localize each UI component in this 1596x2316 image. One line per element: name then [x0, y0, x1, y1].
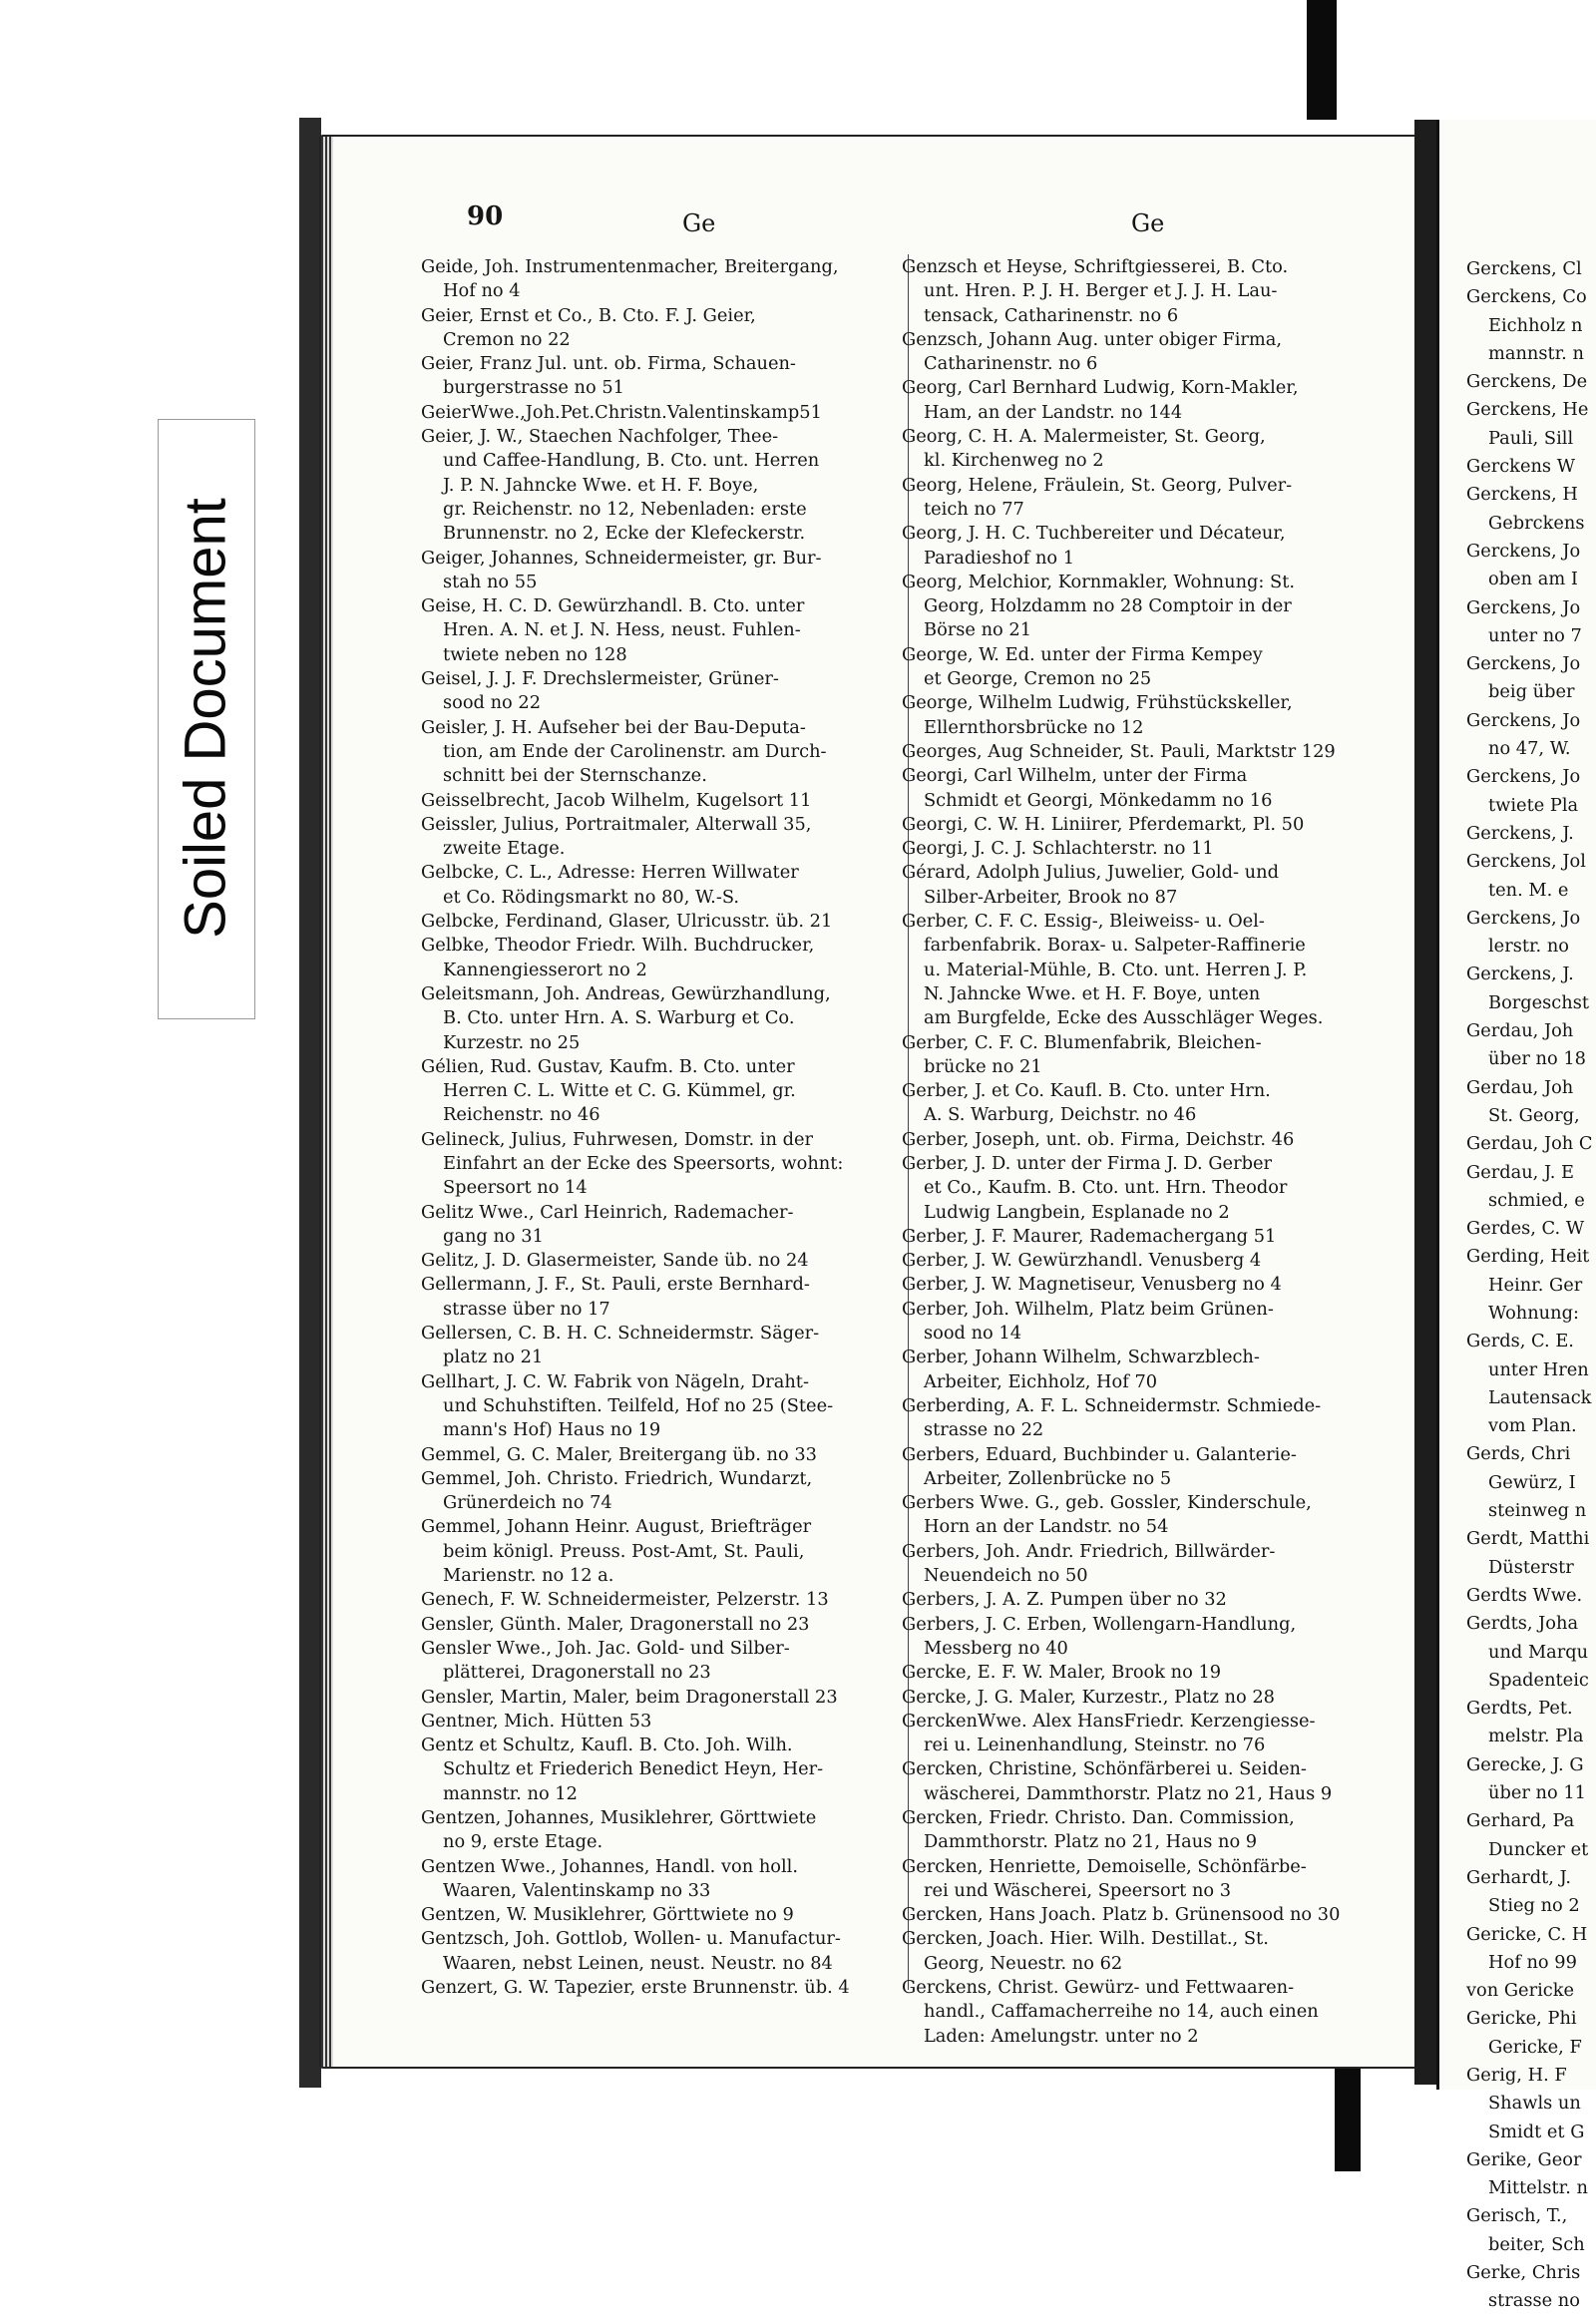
directory-entry-line: teich no 77: [924, 498, 1024, 520]
directory-entry-line: beim königl. Preuss. Post-Amt, St. Pauli,: [443, 1540, 805, 1562]
directory-entry-line: Georgi, C. W. H. Liniirer, Pferdemarkt, Pl. 50: [902, 813, 1305, 835]
directory-entry-line: Brunnenstr. no 2, Ecke der Klefeckerstr.: [443, 523, 806, 545]
directory-entry-line: Gemmel, G. C. Maler, Breitergang üb. no 33: [421, 1443, 817, 1465]
directory-entry-line: Gerber, C. F. C. Essig-, Bleiweiss- u. Oel-: [902, 911, 1265, 933]
directory-entry-line: Spadenteic: [1488, 1669, 1589, 1691]
directory-entry-line: mannstr. no 12: [443, 1782, 578, 1804]
left-column: [421, 255, 916, 2000]
directory-entry-line: Gerckens, H: [1466, 484, 1578, 506]
directory-entry-line: beiter, Sch: [1488, 2233, 1585, 2255]
directory-entry-line: Geise, H. C. D. Gewürzhandl. B. Cto. unter: [421, 595, 805, 617]
directory-entry-line: Gerckens, De: [1466, 371, 1588, 393]
directory-entry-line: Gerhardt, J.: [1466, 1866, 1572, 1888]
directory-entry-line: gang no 31: [443, 1225, 544, 1247]
directory-entry-line: Gérard, Adolph Julius, Juwelier, Gold- und: [902, 862, 1279, 884]
directory-entry-line: brücke no 21: [924, 1055, 1042, 1077]
directory-entry-line: Geisselbrecht, Jacob Wilhelm, Kugelsort 11: [421, 789, 812, 811]
directory-entry-line: Gerber, J. D. unter der Firma J. D. Gerber: [902, 1152, 1272, 1174]
directory-entry-line: Gerdts, Pet.: [1466, 1698, 1573, 1720]
directory-entry-line: Cremon no 22: [443, 328, 571, 350]
directory-entry-line: oben am I: [1488, 569, 1578, 590]
directory-entry-line: Gerdau, Joh: [1466, 1076, 1574, 1098]
directory-entry-line: Gerike, Geor: [1466, 2148, 1582, 2170]
directory-entry-line: Gerdts, Joha: [1466, 1613, 1579, 1635]
directory-entry-line: Gercke, J. G. Maler, Kurzestr., Platz no 28: [902, 1686, 1275, 1708]
directory-entry-line: Borgeschst: [1488, 991, 1589, 1013]
directory-entry-line: Gericke, C. H: [1466, 1923, 1588, 1945]
directory-entry-line: unt. Hren. P. J. H. Berger et J. J. H. Lau-: [924, 280, 1278, 302]
directory-entry-line: und Caffee-Handlung, B. Cto. unt. Herren: [443, 450, 820, 472]
directory-entry-line: Horn an der Landstr. no 54: [924, 1516, 1169, 1538]
directory-entry-line: Gerds, Chri: [1466, 1443, 1571, 1465]
directory-entry-line: Gerckens, Jo: [1466, 766, 1581, 788]
directory-entry-line: über no 18: [1488, 1048, 1586, 1070]
directory-entry-line: Georg, J. H. C. Tuchbereiter und Décateur,: [902, 523, 1286, 545]
directory-entry-line: no 47, W.: [1488, 738, 1571, 760]
directory-entry-line: Marienstr. no 12 a.: [443, 1565, 614, 1587]
directory-entry-line: Gerdau, Joh: [1466, 1020, 1574, 1042]
directory-entry-line: Einfahrt an der Ecke des Speersorts, wohnt:: [443, 1152, 844, 1174]
directory-entry-line: Ludwig Langbein, Esplanade no 2: [924, 1201, 1230, 1223]
directory-entry-line: Waaren, nebst Leinen, neust. Neustr. no 84: [443, 1952, 833, 1974]
directory-entry-line: Herren C. L. Witte et C. G. Kümmel, gr.: [443, 1080, 796, 1102]
directory-entry-line: Gerisch, T.,: [1466, 2205, 1568, 2227]
directory-entry-line: Gentner, Mich. Hütten 53: [421, 1710, 652, 1732]
directory-entry-line: platz no 21: [443, 1347, 544, 1368]
directory-entry-line: schmied, e: [1488, 1189, 1585, 1211]
directory-entry-line: Gerber, J. F. Maurer, Rademachergang 51: [902, 1225, 1277, 1247]
directory-entry-line: Georgi, J. C. J. Schlachterstr. no 11: [902, 838, 1214, 860]
directory-entry-line: Gensler, Martin, Maler, beim Dragonerstall 23: [421, 1686, 838, 1708]
directory-entry-line: Stieg no 2: [1488, 1895, 1580, 1917]
directory-entry-line: Gerdt, Matthi: [1466, 1528, 1590, 1550]
directory-entry-line: Gerckens, Jol: [1466, 851, 1586, 873]
directory-entry-line: Gercke, E. F. W. Maler, Brook no 19: [902, 1662, 1222, 1684]
directory-entry-line: Gerckens, Jo: [1466, 709, 1581, 731]
directory-entry-line: zweite Etage.: [443, 838, 566, 860]
directory-entry-line: handl., Caffamacherreihe no 14, auch einen: [924, 2001, 1319, 2023]
directory-entry-line: Wohnung:: [1488, 1302, 1579, 1324]
directory-entry-line: u. Material-Mühle, B. Cto. unt. Herren J. P.: [924, 959, 1308, 980]
directory-entry-line: Paradieshof no 1: [924, 547, 1075, 569]
directory-entry-line: gr. Reichenstr. no 12, Nebenladen: erste: [443, 498, 807, 520]
directory-entry-line: Georg, Carl Bernhard Ludwig, Korn-Makler,: [902, 377, 1299, 399]
directory-entry-line: Gewürz, I: [1488, 1471, 1576, 1493]
directory-entry-line: Gerbers Wwe. G., geb. Gossler, Kinderschule,: [902, 1492, 1312, 1514]
directory-entry-line: Gerber, Joseph, unt. ob. Firma, Deichstr. 46: [902, 1128, 1295, 1150]
film-edge-top: [1307, 0, 1337, 120]
directory-entry-line: Gerber, J. W. Magnetiseur, Venusberg no 4: [902, 1274, 1282, 1296]
directory-entry-line: sood no 14: [924, 1323, 1022, 1345]
directory-entry-line: Gerdau, Joh C: [1466, 1133, 1593, 1155]
directory-entry-line: Düsterstr: [1488, 1556, 1574, 1578]
directory-entry-line: N. Jahncke Wwe. et H. F. Boye, unten: [924, 982, 1261, 1004]
directory-entry-line: wäscherei, Dammthorstr. Platz no 21, Haus 9: [924, 1782, 1333, 1804]
directory-entry-line: Genzsch et Heyse, Schriftgiesserei, B. Cto.: [902, 256, 1289, 277]
directory-entry-line: Gerdts Wwe.: [1466, 1584, 1583, 1606]
directory-entry-line: GeierWwe.,Joh.Pet.Christn.Valentinskamp51: [421, 401, 822, 423]
directory-entry-line: vom Plan.: [1488, 1415, 1577, 1437]
directory-entry-line: ten. M. e: [1488, 879, 1569, 901]
directory-entry-line: Dammthorstr. Platz no 21, Haus no 9: [924, 1831, 1258, 1853]
directory-entry-line: melstr. Pla: [1488, 1726, 1584, 1747]
middle-column: [902, 255, 1365, 2049]
directory-entry-line: Geier, Ernst et Co., B. Cto. F. J. Geier,: [421, 304, 756, 326]
directory-entry-line: Gerckens, Jo: [1466, 653, 1581, 675]
directory-entry-line: Grünerdeich no 74: [443, 1492, 612, 1514]
directory-entry-line: Georgi, Carl Wilhelm, unter der Firma: [902, 765, 1248, 787]
directory-entry-line: Gerckens, Jo: [1466, 540, 1581, 562]
directory-entry-line: Speersort no 14: [443, 1177, 588, 1199]
directory-entry-line: Gellermann, J. F., St. Pauli, erste Bernhard-: [421, 1274, 810, 1296]
directory-entry-line: Börse no 21: [924, 619, 1032, 641]
directory-entry-line: et Co., Kaufm. B. Cto. unt. Hrn. Theodor: [924, 1177, 1288, 1199]
directory-entry-line: Gentz et Schultz, Kaufl. B. Cto. Joh. Wilh.: [421, 1735, 793, 1756]
directory-entry-line: plätterei, Dragonerstall no 23: [443, 1662, 711, 1684]
directory-entry-line: A. S. Warburg, Deichstr. no 46: [924, 1104, 1197, 1126]
directory-entry-line: Gerber, J. W. Gewürzhandl. Venusberg 4: [902, 1250, 1262, 1272]
directory-entry-line: Kurzestr. no 25: [443, 1031, 581, 1053]
directory-entry-line: Gercken, Hans Joach. Platz b. Grünensood no 30: [902, 1904, 1341, 1926]
directory-entry-line: twiete neben no 128: [443, 643, 627, 665]
directory-entry-line: Gerberding, A. F. L. Schneidermstr. Schmiede-: [902, 1394, 1322, 1416]
directory-entry-line: Laden: Amelungstr. unter no 2: [924, 2025, 1199, 2047]
directory-entry-line: sood no 22: [443, 692, 542, 714]
directory-entry-line: über no 11: [1488, 1782, 1586, 1804]
directory-entry-line: Gerbers, Eduard, Buchbinder u. Galanterie-: [902, 1443, 1297, 1465]
running-header-middle: Ge: [1131, 209, 1165, 237]
directory-entry-line: kl. Kirchenweg no 2: [924, 450, 1104, 472]
directory-entry-line: et Co. Rödingsmarkt no 80, W.-S.: [443, 886, 740, 908]
directory-entry-line: Mittelstr. n: [1488, 2177, 1588, 2199]
directory-entry-line: Gensler, Günth. Maler, Dragonerstall no 23: [421, 1613, 810, 1635]
page-stack-edge: [299, 118, 321, 2088]
directory-entry-line: Waaren, Valentinskamp no 33: [443, 1879, 711, 1901]
directory-entry-line: J. P. N. Jahncke Wwe. et H. F. Boye,: [443, 474, 759, 496]
directory-entry-line: et George, Cremon no 25: [924, 668, 1152, 690]
directory-entry-line: Gerber, Joh. Wilhelm, Platz beim Grünen-: [902, 1298, 1274, 1320]
directory-entry-line: Smidt et G: [1488, 2121, 1585, 2142]
directory-entry-line: Catharinenstr. no 6: [924, 353, 1098, 375]
directory-entry-line: St. Georg,: [1488, 1104, 1580, 1126]
directory-entry-line: Gerecke, J. G: [1466, 1753, 1584, 1775]
directory-entry-line: Gerber, Johann Wilhelm, Schwarzblech-: [902, 1347, 1260, 1368]
directory-entry-line: Gerckens, J.: [1466, 822, 1574, 844]
directory-entry-line: strasse no: [1488, 2290, 1580, 2312]
page-number: 90: [467, 201, 504, 231]
directory-entry-line: strasse über no 17: [443, 1298, 610, 1320]
directory-entry-line: von Gericke: [1466, 1980, 1575, 2002]
directory-entry-line: Gerbers, J. C. Erben, Wollengarn-Handlung,: [902, 1613, 1297, 1635]
directory-entry-line: Georg, Neuestr. no 62: [924, 1952, 1123, 1974]
directory-entry-line: Hof no 99: [1488, 1951, 1577, 1973]
directory-entry-line: Gerdau, J. E: [1466, 1161, 1574, 1183]
directory-entry-line: Gerckens, Christ. Gewürz- und Fettwaaren-: [902, 1977, 1295, 1999]
directory-entry-line: Gemmel, Joh. Christo. Friedrich, Wundarzt,: [421, 1467, 813, 1489]
directory-entry-line: mannstr. n: [1488, 342, 1584, 364]
directory-entry-line: Ham, an der Landstr. no 144: [924, 401, 1183, 423]
directory-entry-line: Gebrckens: [1488, 512, 1585, 534]
book-spine: [1414, 120, 1436, 2085]
directory-entry-line: Gerhard, Pa: [1466, 1810, 1575, 1832]
directory-entry-line: Gellhart, J. C. W. Fabrik von Nägeln, Draht-: [421, 1370, 809, 1392]
directory-entry-line: George, Wilhelm Ludwig, Frühstückskeller,: [902, 692, 1293, 714]
directory-entry-line: tensack, Catharinenstr. no 6: [924, 304, 1179, 326]
directory-entry-line: Gerckens W: [1466, 456, 1575, 478]
directory-entry-line: GerckenWwe. Alex HansFriedr. Kerzengiesse-: [902, 1710, 1316, 1732]
directory-entry-line: rei und Wäscherei, Speersort no 3: [924, 1879, 1232, 1901]
directory-entry-line: Gerckens, He: [1466, 399, 1589, 421]
directory-entry-line: Geiger, Johannes, Schneidermeister, gr. Bur-: [421, 547, 822, 569]
directory-entry-line: B. Cto. unter Hrn. A. S. Warburg et Co.: [443, 1007, 795, 1029]
right-column: [1466, 255, 1596, 2316]
directory-entry-line: Gercken, Friedr. Christo. Dan. Commission,: [902, 1807, 1295, 1828]
directory-entry-line: Heinr. Ger: [1488, 1274, 1583, 1296]
directory-entry-line: Gerber, J. et Co. Kaufl. B. Cto. unter Hrn.: [902, 1080, 1271, 1102]
directory-entry-line: Gerckens, Jo: [1466, 596, 1581, 618]
directory-entry-line: Gelitz, J. D. Glasermeister, Sande üb. no 24: [421, 1250, 809, 1272]
directory-entry-line: Geissler, Julius, Portraitmaler, Alterwall 35,: [421, 813, 812, 835]
directory-entry-line: George, W. Ed. unter der Firma Kempey: [902, 643, 1263, 665]
directory-entry-line: Gélien, Rud. Gustav, Kaufm. B. Cto. unter: [421, 1055, 795, 1077]
directory-entry-line: unter Hren: [1488, 1358, 1589, 1380]
directory-entry-line: beig über: [1488, 681, 1575, 703]
directory-entry-line: Arbeiter, Eichholz, Hof 70: [924, 1370, 1158, 1392]
directory-entry-line: Gentzsch, Joh. Gottlob, Wollen- u. Manufactur-: [421, 1928, 841, 1950]
directory-entry-line: Messberg no 40: [924, 1637, 1068, 1659]
directory-entry-line: Ellernthorsbrücke no 12: [924, 716, 1144, 738]
directory-entry-line: Arbeiter, Zollenbrücke no 5: [924, 1467, 1172, 1489]
directory-entry-line: Gericke, F: [1488, 2036, 1582, 2058]
directory-entry-line: Georg, C. H. A. Malermeister, St. Georg,: [902, 426, 1266, 448]
directory-entry-line: Reichenstr. no 46: [443, 1104, 600, 1126]
directory-entry-line: Georg, Melchior, Kornmakler, Wohnung: St.: [902, 571, 1296, 592]
directory-entry-line: Gentzen, Johannes, Musiklehrer, Görttwiete: [421, 1807, 817, 1828]
directory-entry-line: Duncker et: [1488, 1838, 1589, 1860]
directory-entry-line: Gerckens, Cl: [1466, 258, 1582, 279]
directory-entry-line: Genech, F. W. Schneidermeister, Pelzerstr. 13: [421, 1589, 829, 1611]
directory-entry-line: Silber-Arbeiter, Brook no 87: [924, 886, 1178, 908]
directory-entry-line: Gelineck, Julius, Fuhrwesen, Domstr. in der: [421, 1128, 813, 1150]
directory-entry-line: Gerdes, C. W: [1466, 1218, 1585, 1240]
directory-entry-line: Gentzen, W. Musiklehrer, Görttwiete no 9: [421, 1904, 794, 1926]
directory-entry-line: Hof no 4: [443, 280, 521, 302]
directory-entry-line: Gelbcke, C. L., Adresse: Herren Willwater: [421, 862, 799, 884]
directory-entry-line: Gerig, H. F: [1466, 2065, 1567, 2086]
directory-entry-line: Geisler, J. H. Aufseher bei der Bau-Deputa-: [421, 716, 806, 738]
directory-entry-line: unter no 7: [1488, 624, 1582, 646]
directory-entry-line: Genzert, G. W. Tapezier, erste Brunnenstr. üb. 4: [421, 1977, 850, 1999]
directory-entry-line: Geier, J. W., Staechen Nachfolger, Thee-: [421, 426, 779, 448]
directory-entry-line: Gerke, Chris: [1466, 2262, 1581, 2284]
directory-entry-line: Genzsch, Johann Aug. unter obiger Firma,: [902, 328, 1283, 350]
directory-entry-line: Gerbers, J. A. Z. Pumpen über no 32: [902, 1589, 1227, 1611]
directory-entry-line: und Marqu: [1488, 1641, 1589, 1663]
directory-entry-line: Neuendeich no 50: [924, 1565, 1088, 1587]
directory-entry-line: twiete Pla: [1488, 794, 1579, 816]
directory-entry-line: farbenfabrik. Borax- u. Salpeter-Raffinerie: [924, 935, 1306, 957]
directory-entry-line: Gensler Wwe., Joh. Jac. Gold- und Silber-: [421, 1637, 790, 1659]
directory-entry-line: Gerckens, Jo: [1466, 907, 1581, 929]
directory-entry-line: Geier, Franz Jul. unt. ob. Firma, Schauen-: [421, 353, 796, 375]
directory-entry-line: strasse no 22: [924, 1419, 1044, 1441]
directory-entry-line: Gercken, Henriette, Demoiselle, Schönfärbe-: [902, 1855, 1307, 1877]
directory-entry-line: steinweg n: [1488, 1500, 1587, 1522]
directory-entry-line: Gerds, C. E.: [1466, 1331, 1574, 1352]
directory-entry-line: Gelbke, Theodor Friedr. Wilh. Buchdrucker,: [421, 935, 815, 957]
running-header-left: Ge: [682, 209, 716, 237]
directory-entry-line: Gentzen Wwe., Johannes, Handl. von holl.: [421, 1855, 799, 1877]
directory-entry-line: no 9, erste Etage.: [443, 1831, 603, 1853]
directory-entry-line: Georg, Helene, Fräulein, St. Georg, Pulver-: [902, 474, 1293, 496]
directory-entry-line: schnitt bei der Sternschanze.: [443, 765, 707, 787]
directory-entry-line: Geleitsmann, Joh. Andreas, Gewürzhandlung,: [421, 982, 831, 1004]
directory-entry-line: Gercken, Joach. Hier. Wilh. Destillat., St.: [902, 1928, 1269, 1950]
directory-entry-line: Gelitz Wwe., Carl Heinrich, Rademacher-: [421, 1201, 794, 1223]
directory-entry-line: Gerbers, Joh. Andr. Friedrich, Billwärder-: [902, 1540, 1276, 1562]
directory-entry-line: Gericke, Phi: [1466, 2008, 1577, 2030]
directory-entry-line: Gerckens, Co: [1466, 286, 1587, 308]
directory-entry-line: Shawls un: [1488, 2093, 1581, 2115]
directory-entry-line: Eichholz n: [1488, 314, 1583, 336]
directory-entry-line: Pauli, Sill: [1488, 427, 1574, 449]
directory-entry-line: Gellersen, C. B. H. C. Schneidermstr. Säger-: [421, 1323, 820, 1345]
directory-entry-line: Schmidt et Georgi, Mönkedamm no 16: [924, 789, 1273, 811]
directory-entry-line: Gemmel, Johann Heinr. August, Briefträger: [421, 1516, 812, 1538]
directory-entry-line: Gelbcke, Ferdinand, Glaser, Ulricusstr. üb. 21: [421, 911, 833, 933]
label-text: Soiled Document: [173, 498, 238, 939]
directory-entry-line: Georg, Holzdamm no 28 Comptoir in der: [924, 595, 1292, 617]
directory-entry-line: Geide, Joh. Instrumentenmacher, Breitergang,: [421, 256, 839, 277]
directory-entry-line: burgerstrasse no 51: [443, 377, 624, 399]
directory-entry-line: Geisel, J. J. F. Drechslermeister, Grüner-: [421, 668, 779, 690]
directory-entry-line: Gerber, C. F. C. Blumenfabrik, Bleichen-: [902, 1031, 1262, 1053]
directory-entry-line: Gerckens, J.: [1466, 964, 1574, 985]
directory-entry-line: rei u. Leinenhandlung, Steinstr. no 76: [924, 1735, 1266, 1756]
directory-entry-line: lerstr. no: [1488, 936, 1569, 958]
directory-entry-line: Kannengiesserort no 2: [443, 959, 647, 980]
directory-entry-line: am Burgfelde, Ecke des Ausschläger Weges.: [924, 1007, 1324, 1029]
directory-entry-line: mann's Hof) Haus no 19: [443, 1419, 661, 1441]
directory-entry-line: Gerding, Heit: [1466, 1246, 1590, 1268]
directory-entry-line: Georges, Aug Schneider, St. Pauli, Marktstr 129: [902, 740, 1336, 762]
directory-entry-line: tion, am Ende der Carolinenstr. am Durch-: [443, 740, 827, 762]
directory-entry-line: stah no 55: [443, 571, 538, 592]
directory-entry-line: und Schuhstiften. Teilfeld, Hof no 25 (Stee-: [443, 1394, 834, 1416]
directory-entry-line: Lautensack: [1488, 1386, 1592, 1408]
directory-entry-line: Gercken, Christine, Schönfärberei u. Seiden-: [902, 1758, 1307, 1780]
directory-entry-line: Hren. A. N. et J. N. Hess, neust. Fuhlen-: [443, 619, 801, 641]
directory-entry-line: Schultz et Friederich Benedict Heyn, Her-: [443, 1758, 824, 1780]
